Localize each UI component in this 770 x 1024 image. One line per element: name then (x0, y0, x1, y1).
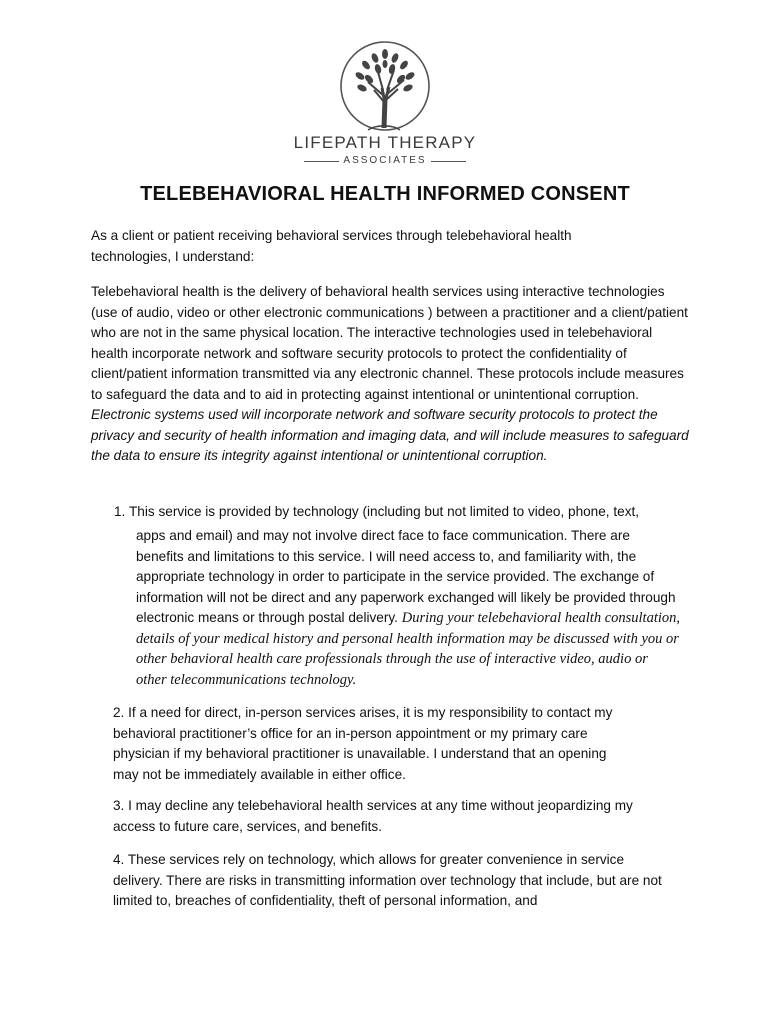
tree-icon (338, 40, 432, 132)
item-1-first-line: This service is provided by technology (including but not limited to video, phone, text, (129, 504, 640, 519)
definition-italic-text: Electronic systems used will incorporate network and software security protocols to protect the privacy and security of health information and imaging data, and will include measures to safeguard the data to ensure its integrity against intentional or unintentional corruption. (91, 407, 689, 463)
intro-paragraph: As a client or patient receiving behavioral services through telebehavioral health technologies, I understand: (91, 228, 572, 264)
document-title: TELEBEHAVIORAL HEALTH INFORMED CONSENT (140, 183, 630, 205)
logo-name: LIFEPATH THERAPY (293, 133, 477, 152)
definition-paragraph (91, 282, 691, 467)
lifepath-logo (290, 40, 480, 168)
consent-item-3: 3. I may decline any telebehavioral health services at any time without jeopardizing my access to future care, services, and benefits. (113, 798, 633, 834)
consent-item-4: 4. These services rely on technology, which allows for greater convenience in service delivery. There are risks in transmitting information over technology that include, but are not limited to, breaches of confidentiality, theft of personal information, and (113, 852, 662, 908)
logo-subtitle: ASSOCIATES (290, 155, 480, 166)
item-1-text: apps and email) and may not involve direct face to face communication. There are benefits and limitations to this service. I will need access to, and familiarity with, the appropriate technology in order to participate in the service provided. The exchange of information will not be direct and any paperwork exchanged will likely be provided through electronic means or through postal delivery. (136, 528, 676, 625)
item-number: 1. (114, 504, 126, 519)
item-1-italic-text: During your telebehavioral health consultation, details of your medical history and personal health information may be discussed with you or other behavioral health care professionals through the use of interactive video, audio or other telecommunications technology. (136, 610, 681, 688)
consent-item-2: 2. If a need for direct, in-person services arises, it is my responsibility to contact my behavioral practitioner’s office for an in-person appointment or my primary care physician if my behavioral practitioner is unavailable. I understand that an opening may not be immediately available in either office. (113, 705, 613, 782)
definition-text: Telebehavioral health is the delivery of behavioral health services using interactive technologies (use of audio, video or other electronic communications ) between a practitioner and a client/patient who are not in the same physical location. The interactive technologies used in telebehavioral health incorporate network and software security protocols to protect the confidentiality of client/patient information transmitted via any electronic channel. These protocols include measures to safeguard the data and to aid in protecting against intentional or unintentional corruption. (91, 284, 688, 402)
item-1-body (136, 526, 681, 690)
